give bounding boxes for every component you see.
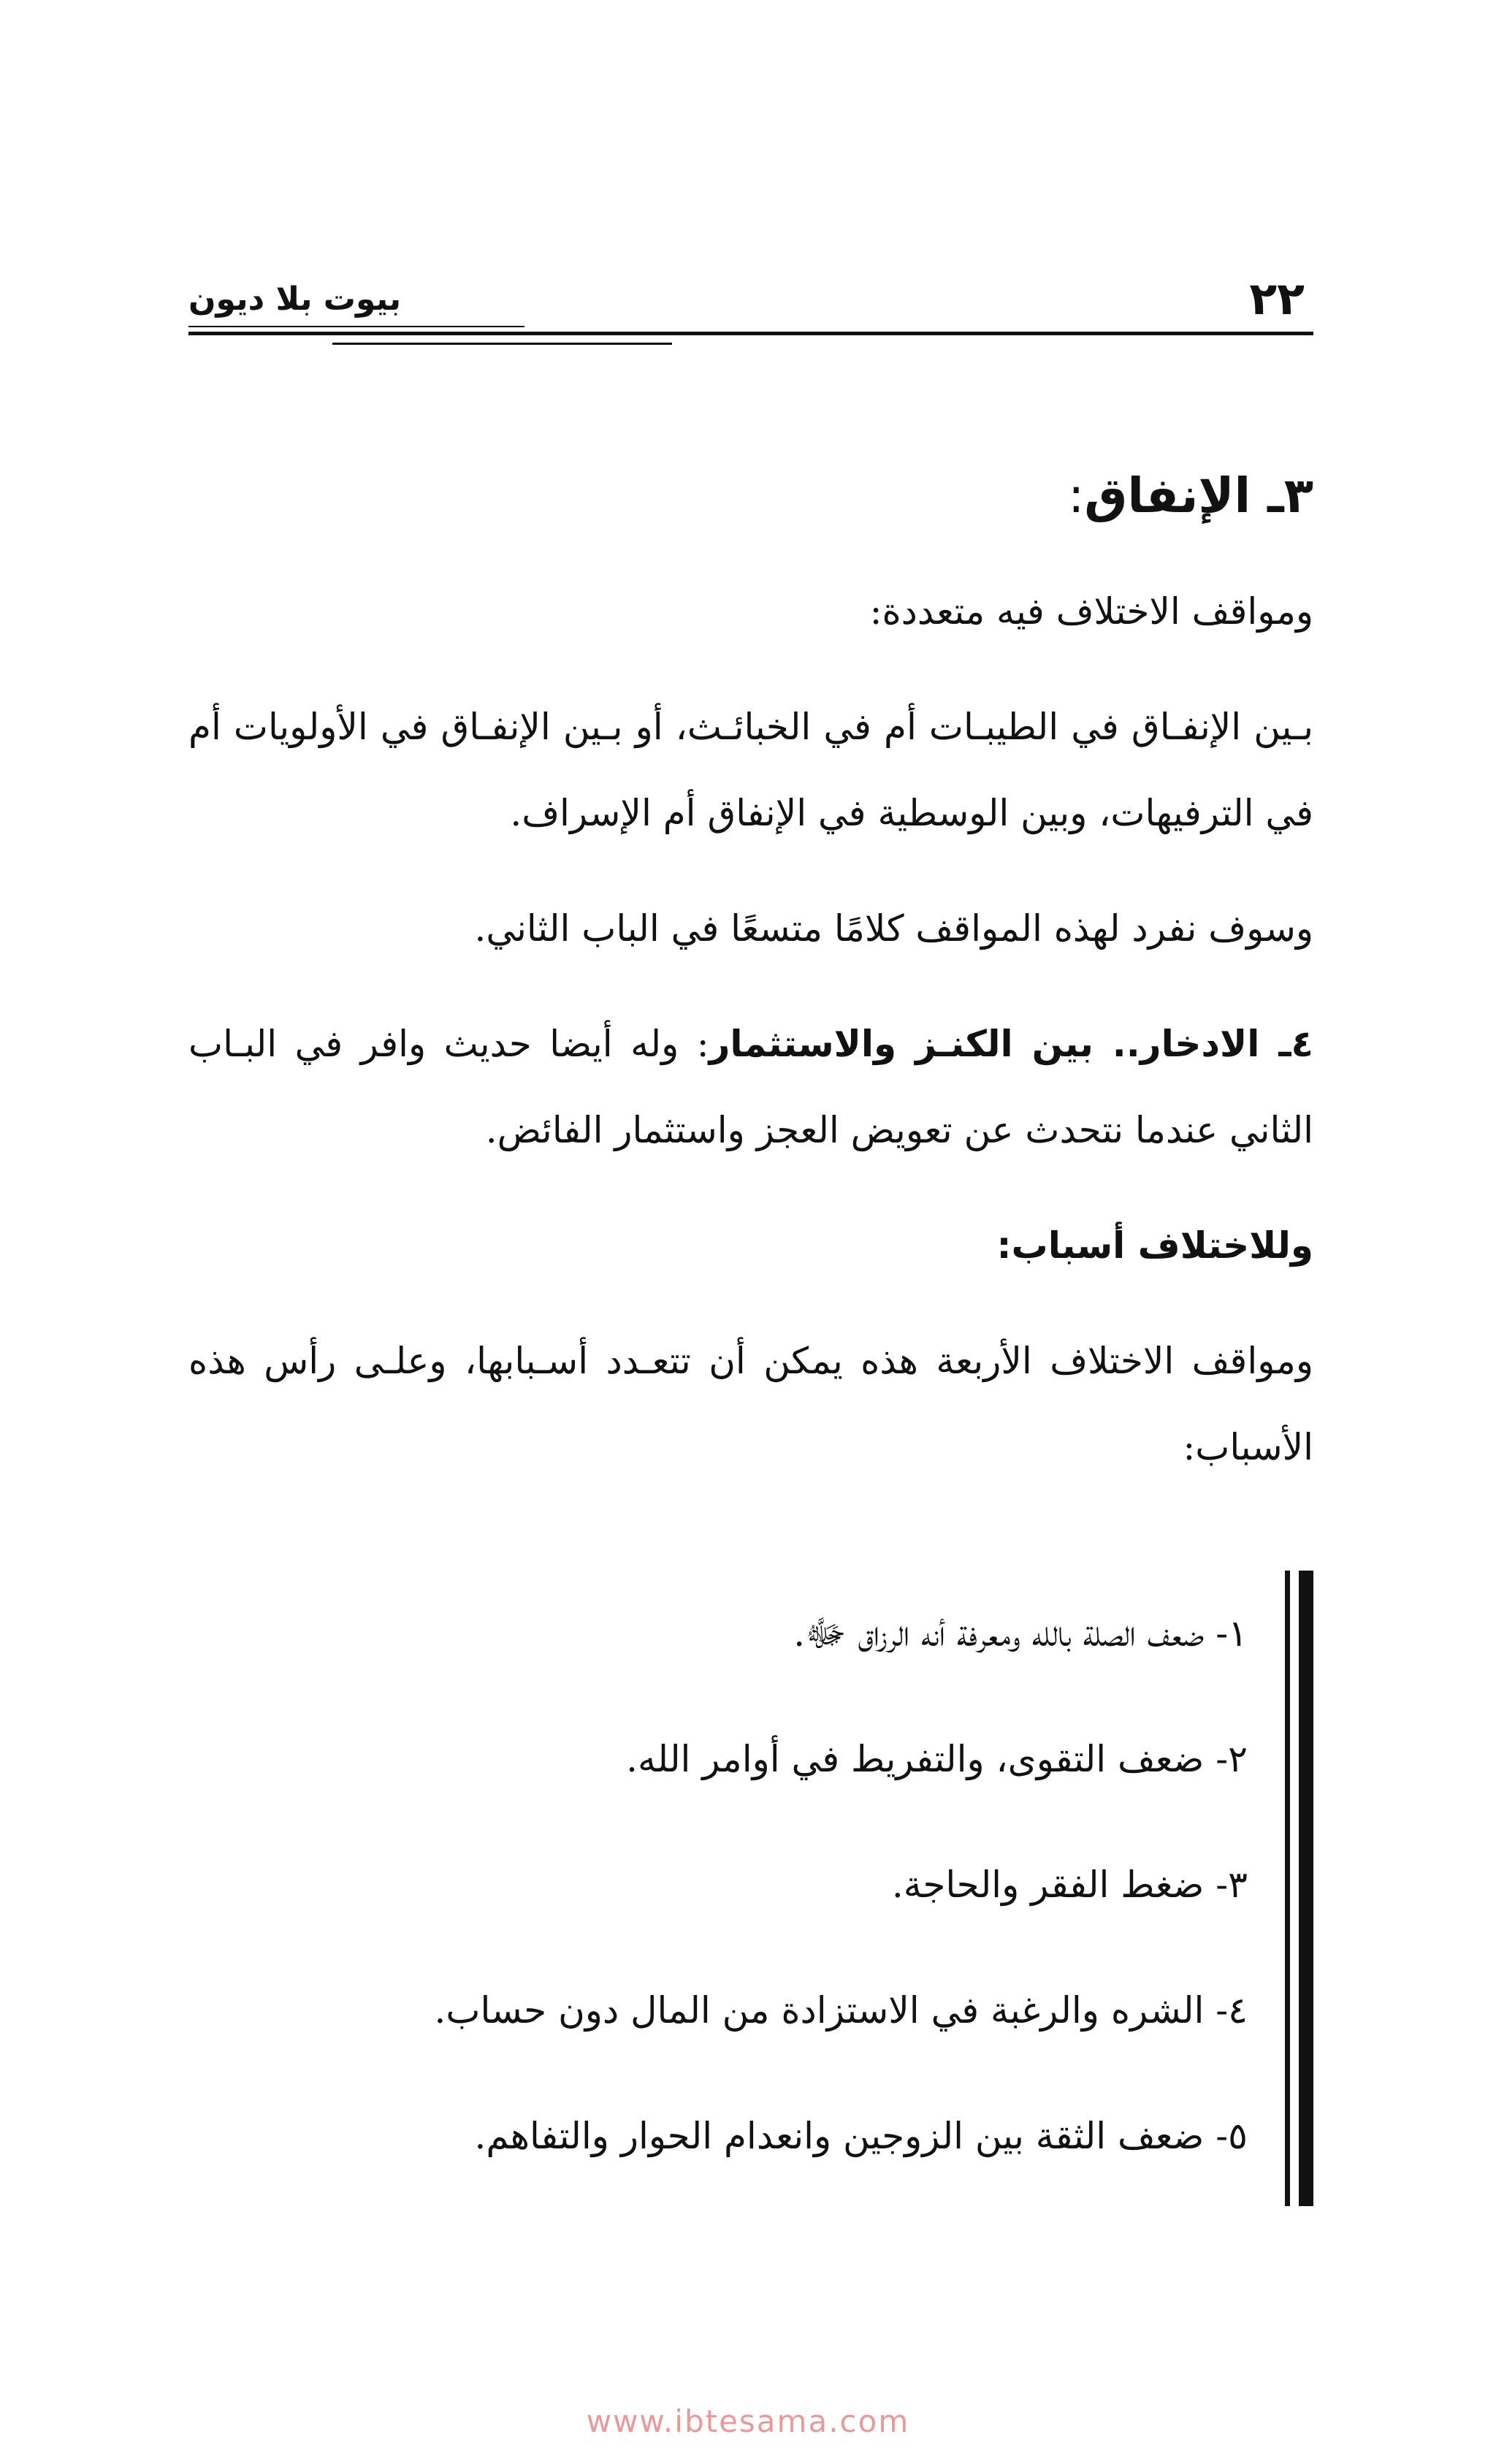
saving-paragraph (188, 1001, 1313, 1173)
header-rule-thin (188, 326, 524, 327)
list-bar-thin (1285, 1571, 1290, 2206)
list-item: ٢- ضعف التقوى، والتفريط في أوامر الله. (626, 1738, 1248, 1780)
header-rule-short (332, 343, 672, 345)
running-title: بيوت بلا ديون (188, 281, 402, 318)
causes-list (210, 1571, 1248, 2199)
causes-subheading: وللاختلاف أسباب: (996, 1224, 1313, 1267)
page-number: ٢٢ (1249, 272, 1305, 325)
list-item: ٤- الشره والرغبة في الاستزادة من المال دون حساب. (434, 1989, 1248, 2032)
list-item: ٣- ضغط الفقر والحاجة. (891, 1864, 1248, 1906)
page-body (188, 453, 1313, 1519)
causes-intro-paragraph: ومواقف الاختلاف الأربعة هذه يمكن أن تتعـدد أسـبابها، وعلـى رأس هذه الأسباب: (188, 1340, 1313, 1468)
saving-heading: ٤ـ الادخار.. بين الكنـز والاستثمار (709, 1023, 1314, 1065)
section-heading (188, 453, 1313, 539)
section-heading-text: ٣ـ الإنفاق (1084, 468, 1313, 524)
saving-text: : وله أيضا حديث وافر في البـاب الثاني عندما نتحدث عن تعويض العجز واستثمار الفائض. (188, 1023, 1313, 1151)
header-rule (188, 332, 1313, 335)
spending-paragraph: بـين الإنفـاق في الطيبـات أم في الخبائـث، أو بـين الإنفـاق في الأولويات أم في الترفيهات، وبين الوسطية في الإنفاق أم الإسراف. (188, 706, 1313, 834)
list-bar-thick (1299, 1571, 1313, 2206)
watermark: www.ibtesama.com (586, 2403, 910, 2439)
section-heading-colon: : (1068, 468, 1085, 524)
list-item: ١- ضعف الصلة بالله ومعرفة أنه الرزاق ﷻ. (793, 1612, 1248, 1655)
list-item: ٥- ضعف الثقة بين الزوجين وانعدام الحوار والتفاهم. (474, 2115, 1248, 2157)
intro-paragraph: ومواقف الاختلاف فيه متعددة: (869, 590, 1313, 633)
chapter-reference-paragraph: وسوف نفرد لهذه المواقف كلامًا متسعًا في الباب الثاني. (474, 907, 1313, 950)
